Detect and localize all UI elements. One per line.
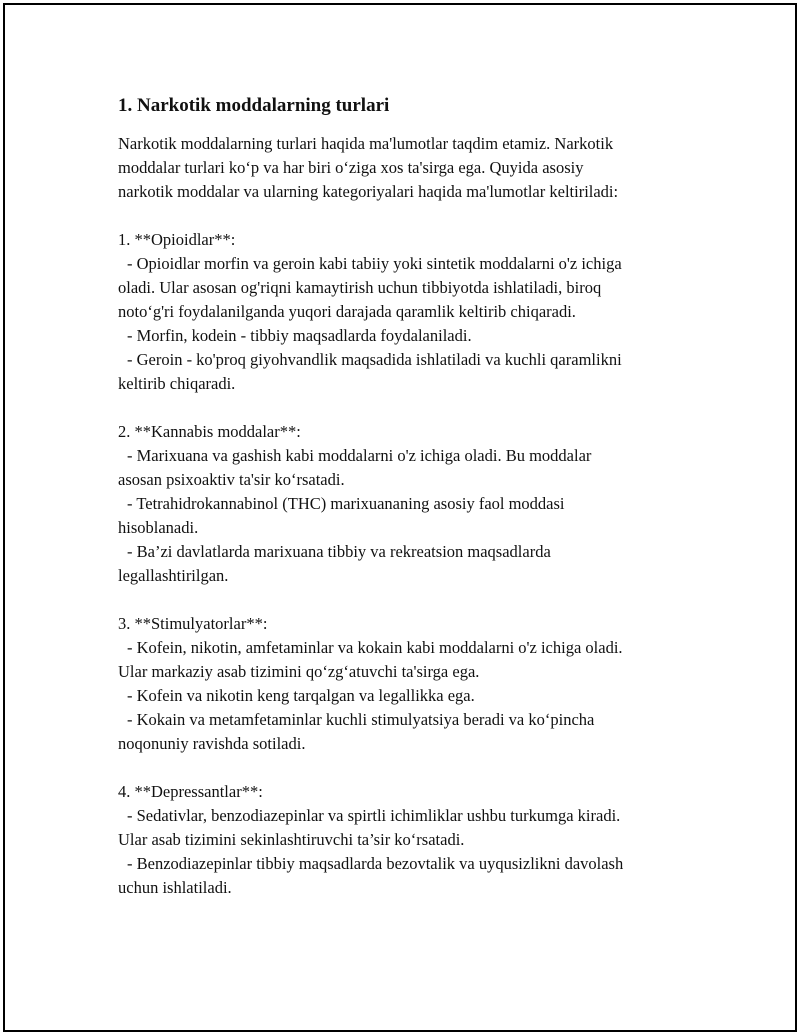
section-heading: 1. **Opioidlar**:	[118, 230, 236, 249]
section-heading: 2. **Kannabis moddalar**:	[118, 422, 301, 441]
list-item: - Kokain va metamfetaminlar kuchli stimulyatsiya beradi va ko‘pincha noqonuniy ravishda sotiladi.	[118, 710, 595, 753]
intro-paragraph: Narkotik moddalarning turlari haqida ma'lumotlar taqdim etamiz. Narkotik moddalar turlari ko‘p va har biri o‘ziga xos ta'sirga ega. Quyida asosiy narkotik moddalar va ularning kategoriyalari haqida ma'lumotlar keltiriladi:	[118, 134, 619, 201]
section-heading: 4. **Depressantlar**:	[118, 782, 263, 801]
list-item: - Tetrahidrokannabinol (THC) marixuananing asosiy faol moddasi hisoblanadi.	[118, 494, 565, 537]
list-item: - Opioidlar morfin va geroin kabi tabiiy yoki sintetik moddalarni o'z ichiga oladi. Ular asosan og'riqni kamaytirish uchun tibbiyotda ishlatiladi, biroq noto‘g'ri foydalanilganda yuqori darajada qaramlik keltirib chiqaradi.	[118, 254, 622, 321]
section-2	[118, 420, 693, 588]
list-item: - Kofein va nikotin keng tarqalgan va legallikka ega.	[127, 686, 475, 705]
list-item: - Morfin, kodein - tibbiy maqsadlarda foydalaniladi.	[127, 326, 472, 345]
section-1	[118, 228, 693, 396]
list-item: - Ba’zi davlatlarda marixuana tibbiy va rekreatsion maqsadlarda legallashtirilgan.	[118, 542, 551, 585]
page-title: 1. Narkotik moddalarning turlari	[118, 95, 390, 116]
document-body	[118, 94, 693, 924]
list-item: - Sedativlar, benzodiazepinlar va spirtli ichimliklar ushbu turkumga kiradi. Ular asab tizimini sekinlashtiruvchi ta’sir ko‘rsatadi.	[118, 806, 621, 849]
section-3	[118, 612, 693, 756]
list-item: - Geroin - ko'proq giyohvandlik maqsadida ishlatiladi va kuchli qaramlikni keltirib chiqaradi.	[118, 350, 622, 393]
list-item: - Benzodiazepinlar tibbiy maqsadlarda bezovtalik va uyqusizlikni davolash uchun ishlatiladi.	[118, 854, 624, 897]
section-4	[118, 780, 693, 900]
list-item: - Kofein, nikotin, amfetaminlar va kokain kabi moddalarni o'z ichiga oladi. Ular markaziy asab tizimini qo‘zg‘atuvchi ta'sirga ega.	[118, 638, 623, 681]
sections-list	[118, 228, 693, 900]
section-heading: 3. **Stimulyatorlar**:	[118, 614, 268, 633]
list-item: - Marixuana va gashish kabi moddalarni o'z ichiga oladi. Bu moddalar asosan psixoaktiv ta'sir ko‘rsatadi.	[118, 446, 592, 489]
